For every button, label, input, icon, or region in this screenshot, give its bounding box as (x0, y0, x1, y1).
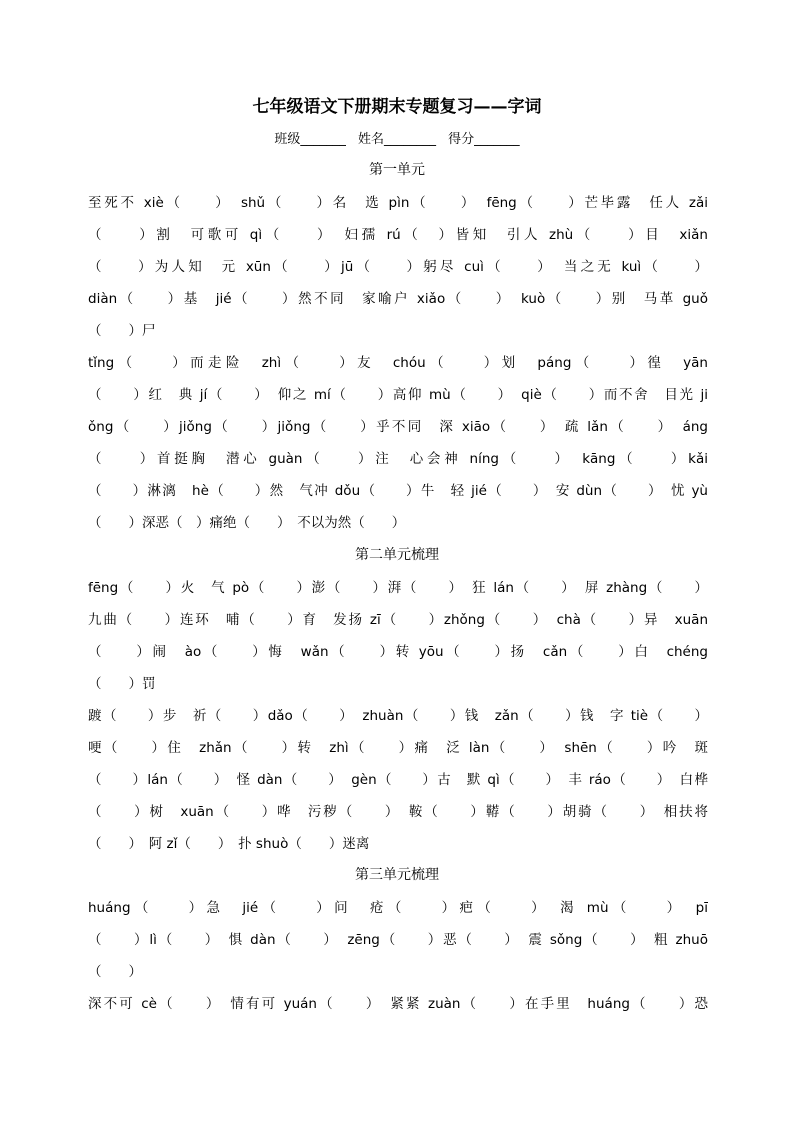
exercise-line: （ ）闹 ào（ ）悔 wǎn（ ）转 yōu（ ）扬 cǎn（ ）白 chéng (88, 644, 708, 660)
exercise-line: tǐng（ ）而走险 zhì（ ）友 chóu（ ）划 páng（ ）徨 yān (88, 355, 708, 371)
exercise-line: 深不可 cè（ ） 情有可 yuán（ ） 紧紧 zuàn（ ）在手里 huáng（ ）恐 (88, 996, 708, 1012)
exercise-line: ǒng（ ）jiǒng（ ）jiǒng（ ）乎不同 深 xiāo（ ） 疏 lǎn（ ） áng (88, 419, 708, 435)
student-info-row (0, 128, 794, 152)
exercise-line: （ ）树 xuān（ ）哗 污秽（ ） 鞍（ ）鞯（ ）胡骑（ ） 相扶将 (88, 804, 708, 820)
exercise-line: （ ） (88, 964, 142, 980)
page-title: 七年级语文下册期末专题复习——字词 (252, 97, 542, 117)
score-blank: 得分_______ (448, 132, 520, 147)
exercise-line: （ ）红 典 jí（ ） 仰之 mí（ ）高仰 mù（ ） qiè（ ）而不舍 目光 ji (88, 387, 708, 403)
exercise-line: diàn（ ）基 jié（ ）然不同 家喻户 xiǎo（ ） kuò（ ）别 马革 guǒ (88, 291, 708, 307)
exercise-line: （ ）割 可歌可 qì（ ） 妇孺 rú（ ）皆知 引人 zhù（ ）目 xiǎn (88, 227, 708, 243)
exercise-line: （ ）lì（ ） 惧 dàn（ ） zēng（ ）恶（ ） 震 sǒng（ ） 粗 zhuō (88, 932, 708, 948)
exercise-line: 哽（ ）住 zhǎn（ ）转 zhì（ ）痛 泛 làn（ ） shēn（ ）吟 斑 (88, 740, 708, 756)
section-heading-unit-2: 第二单元梳理 (355, 547, 439, 563)
exercise-line: huáng（ ）急 jié（ ）问 疮（ ）疤（ ） 渴 mù（ ） pī (88, 900, 708, 916)
exercise-line: （ ）深恶（ ）痛绝（ ） 不以为然（ ） (88, 515, 406, 531)
exercise-line: （ ）淋漓 hè（ ）然 气冲 dǒu（ ）牛 轻 jié（ ） 安 dùn（ ） 忧 yù (88, 483, 708, 499)
exercise-line: 踱（ ）步 祈（ ）dǎo（ ） zhuàn（ ）钱 zǎn（ ）钱 字 tiè（ ） (88, 708, 708, 724)
exercise-line: （ ）lán（ ） 怪 dàn（ ） gèn（ ）古 默 qì（ ） 丰 ráo（ ） 白桦 (88, 772, 708, 788)
exercise-line: （ ）罚 (88, 676, 156, 692)
exercise-line: （ ）为人知 元 xūn（ ）jū（ ）躬尽 cuì（ ） 当之无 kuì（ ） (88, 259, 708, 275)
exercise-line: fēng（ ）火 气 pò（ ）澎（ ）湃（ ） 狂 lán（ ） 屏 zhàng（ ） (88, 580, 708, 596)
exercise-line: （ ）尸 (88, 323, 156, 339)
exercise-line: 九曲（ ）连环 哺（ ）育 发扬 zī（ ）zhǒng（ ） chà（ ）异 xuān (88, 612, 708, 628)
exercise-line: 至死不 xiè（ ） shǔ（ ）名 选 pìn（ ） fēng（ ）芒毕露 任人 zǎi (88, 195, 708, 211)
class-blank: 班级_______ (274, 132, 346, 147)
exercise-line: （ ）首挺胸 潜心 guàn（ ）注 心会神 níng（ ） kāng（ ）kǎi (88, 451, 708, 467)
section-heading-unit-3: 第三单元梳理 (355, 867, 439, 883)
section-heading-unit-1: 第一单元 (369, 162, 425, 178)
name-blank: 姓名________ (357, 132, 436, 147)
exercise-line: （ ） 阿 zǐ（ ） 扑 shuò（ ）迷离 (88, 836, 370, 852)
